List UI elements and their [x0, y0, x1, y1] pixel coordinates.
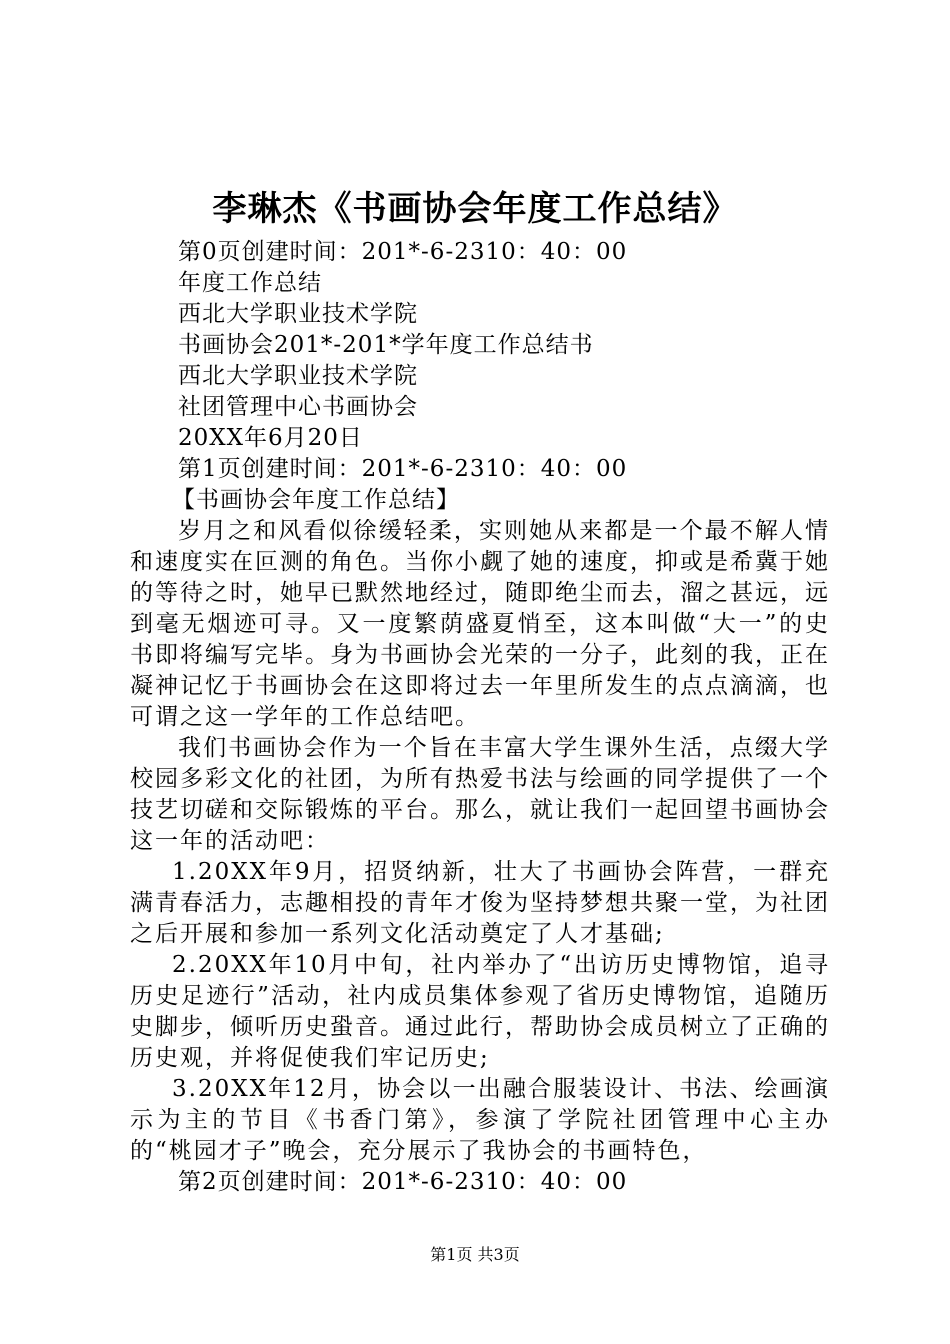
list-item-2: 2.20XX年10月中旬，社内举办了“出访历史博物馆，追寻历史足迹行”活动，社内成员集体参观了省历史博物馆，追随历史脚步，倾听历史蛩音。通过此行，帮助协会成员树立了正确的历史观，并将促使我们牢记历史;	[130, 952, 830, 1071]
paragraph-association: 我们书画协会作为一个旨在丰富大学生课外生活，点缀大学校园多彩文化的社团，为所有热爱书法与绘画的同学提供了一个技艺切磋和交际锻炼的平台。那么，就让我们一起回望书画协会这一年的活动吧：	[130, 735, 830, 854]
paragraph-intro: 岁月之和风看似徐缓轻柔，实则她从来都是一个最不解人情和速度实在叵测的角色。当你小觑了她的速度，抑或是希冀于她的等待之时，她早已默然地经过，随即绝尘而去，溜之甚远，远到毫无烟迹可寻。又一度繁荫盛夏悄至，这本叫做“大一”的史书即将编写完毕。身为书画协会光荣的一分子，此刻的我，正在凝神记忆于书画协会在这即将过去一年里所发生的点点滴滴，也可谓之这一学年的工作总结吧。	[130, 518, 830, 730]
header-line-annual-summary: 年度工作总结	[178, 270, 322, 296]
header-line-college-2: 西北大学职业技术学院	[178, 363, 418, 389]
header-line-association: 社团管理中心书画协会	[178, 394, 418, 420]
trailing-created-time: 第2页创建时间：201*-6-2310：40：00	[178, 1169, 628, 1195]
document-body	[130, 237, 830, 1198]
header-line-created-time-1: 第1页创建时间：201*-6-2310：40：00	[178, 456, 628, 482]
header-line-date: 20XX年6月20日	[178, 425, 363, 451]
header-line-created-time-0: 第0页创建时间：201*-6-2310：40：00	[178, 239, 628, 265]
list-item-1: 1.20XX年9月，招贤纳新，壮大了书画协会阵营，一群充满青春活力，志趣相投的青年才俊为坚持梦想共聚一堂，为社团之后开展和参加一系列文化活动奠定了人才基础;	[130, 859, 830, 947]
list-item-3: 3.20XX年12月，协会以一出融合服装设计、书法、绘画演示为主的节目《书香门第》，参演了学院社团管理中心主办的“桃园才子”晚会，充分展示了我协会的书画特色，	[130, 1076, 830, 1164]
header-line-report-title: 书画协会201*-201*学年度工作总结书	[178, 332, 594, 358]
document-title: 李琳杰《书画协会年度工作总结》	[212, 189, 738, 229]
section-heading: 【书画协会年度工作总结】	[172, 487, 460, 513]
header-line-college: 西北大学职业技术学院	[178, 301, 418, 327]
page-footer: 第1页 共3页	[430, 1245, 520, 1264]
